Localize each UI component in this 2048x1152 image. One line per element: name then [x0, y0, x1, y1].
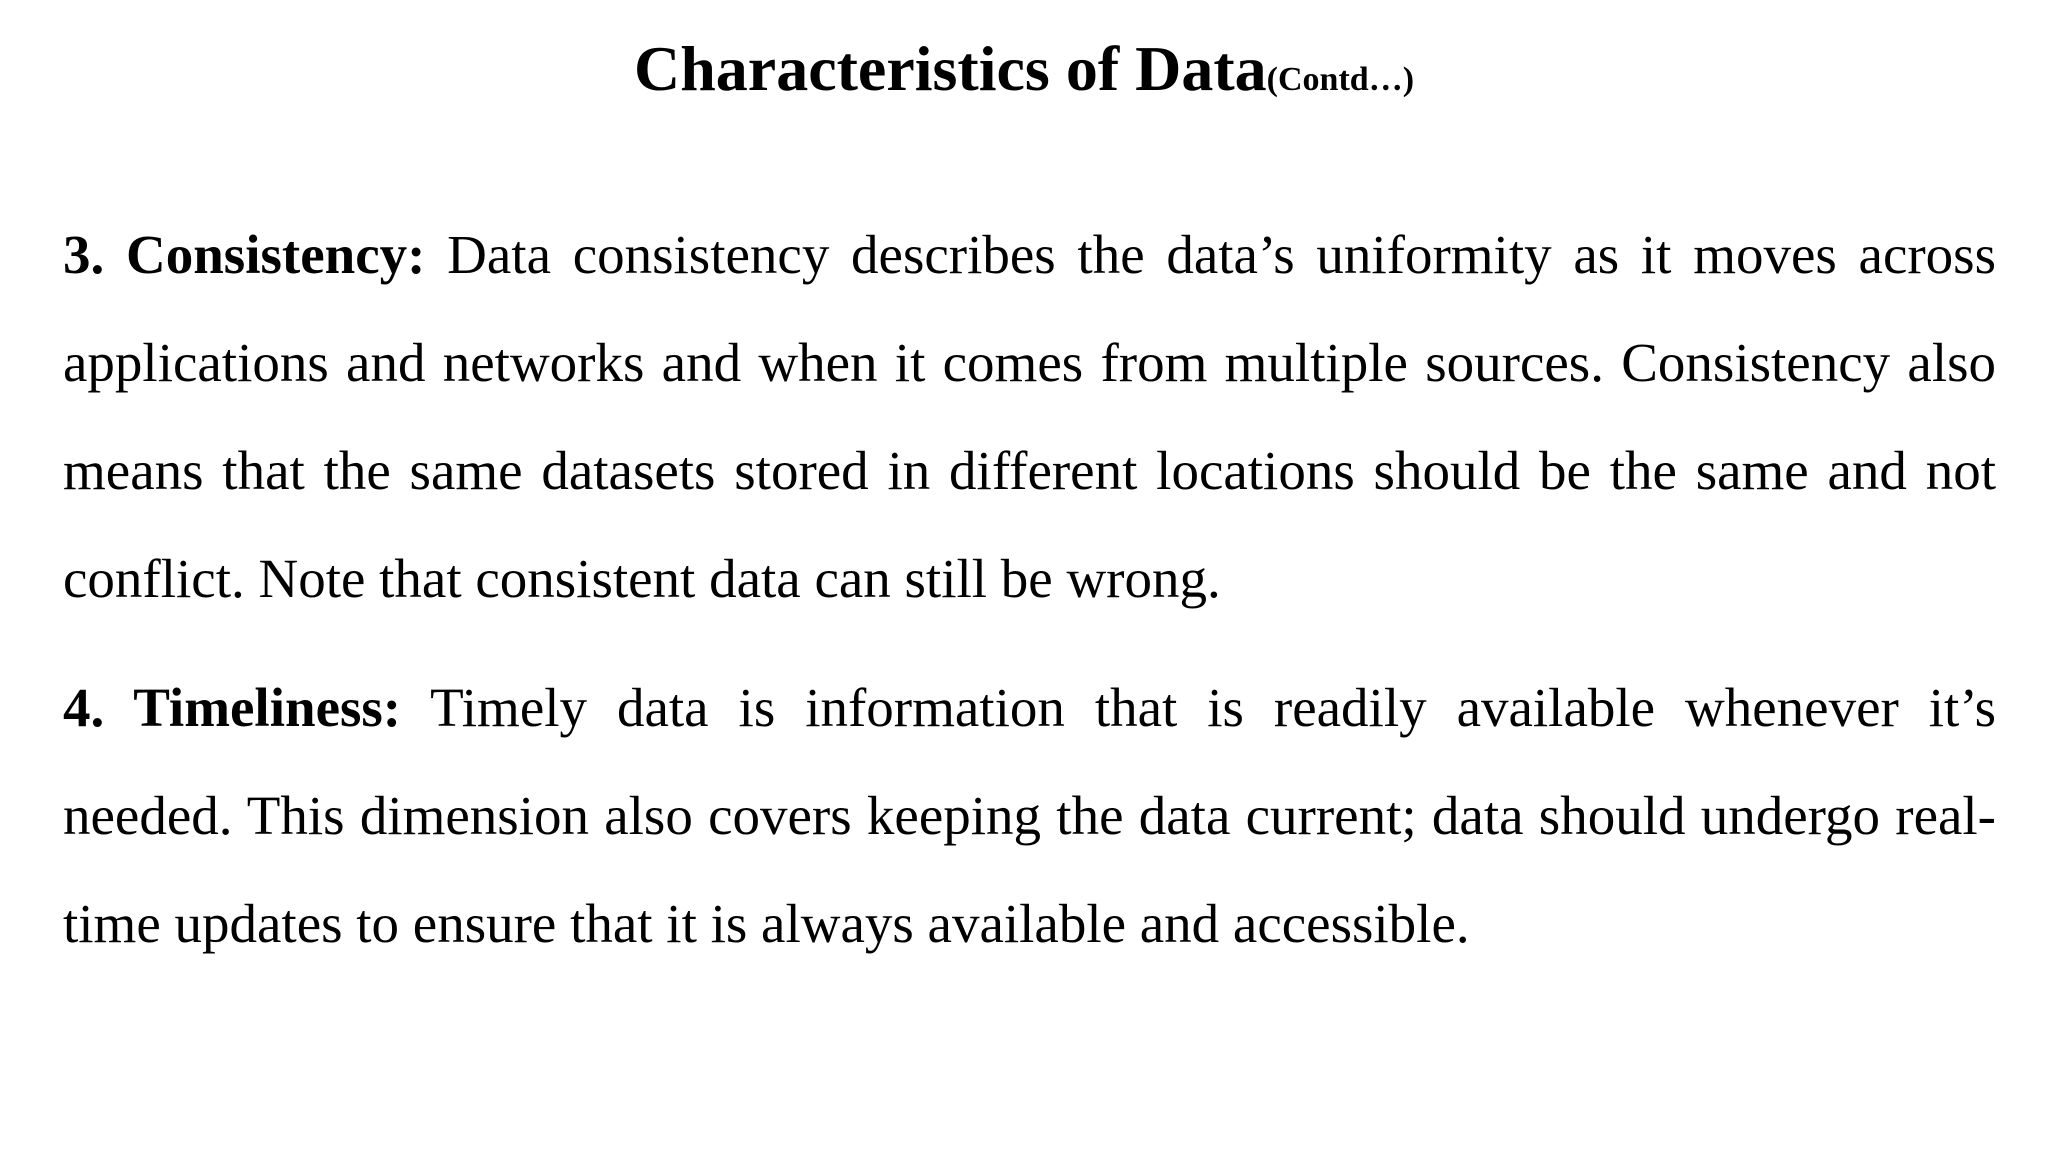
point-timeliness	[63, 654, 1996, 978]
point-text: Data consistency describes the data’s uniformity as it moves across applications and networks and when it comes from multiple sources. Consistency also means that the same datasets stored in different locations should be the same and not conflict. Note that consistent data can still be wrong.	[63, 224, 1996, 609]
point-heading: 3. Consistency:	[63, 224, 426, 285]
point-heading: 4. Timeliness:	[63, 677, 402, 738]
point-consistency	[63, 201, 1996, 633]
title-text: Characteristics of Data	[633, 33, 1267, 104]
slide-title	[0, 30, 2048, 119]
title-suffix: (Contd…)	[1266, 61, 1415, 98]
point-text: Timely data is information that is readily available whenever it’s needed. This dimension also covers keeping the data current; data should undergo real-time updates to ensure that it is always available and accessible.	[63, 677, 1997, 954]
